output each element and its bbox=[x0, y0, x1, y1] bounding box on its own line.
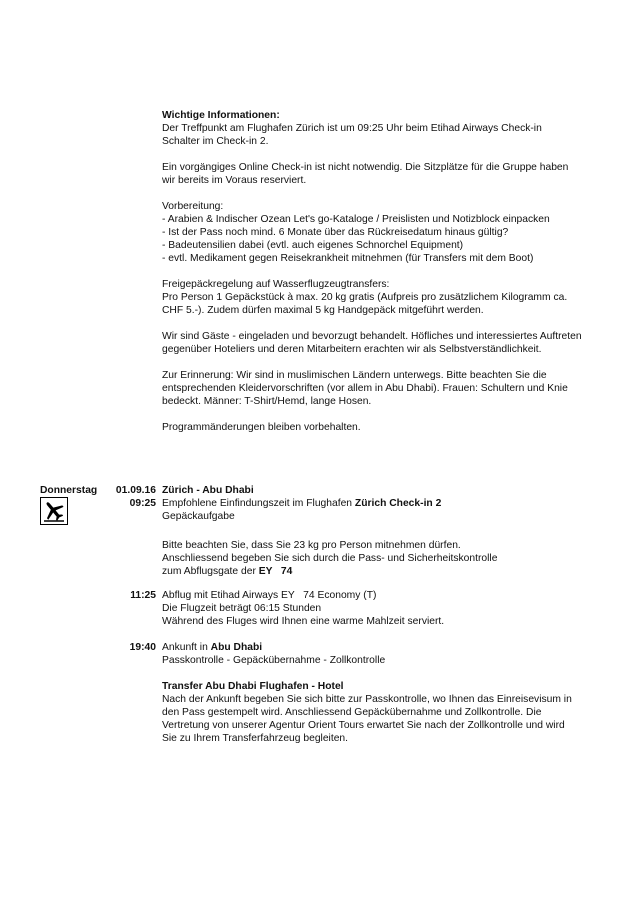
preparation-item: - evtl. Medikament gegen Reisekrankheit mitnehmen (für Transfers mit dem Boot) bbox=[162, 253, 534, 264]
changes-text: Programmänderungen bleiben vorbehalten. bbox=[162, 422, 361, 433]
event-arrival bbox=[162, 641, 582, 667]
event-text: Gepäckaufgabe bbox=[162, 511, 235, 522]
baggage-text: Pro Person 1 Gepäckstück à max. 20 kg gratis (Aufpreis pro zusätzlichem Kilogramm ca. CHF 5.-). Zudem dürfen maximal 5 kg Handgepäck mitgeführt werden. bbox=[162, 292, 568, 316]
event-text: Die Flugzeit beträgt 06:15 Stunden bbox=[162, 603, 322, 614]
checkin-location: Zürich Check-in 2 bbox=[354, 498, 442, 509]
note-text: Anschliessend begeben Sie sich durch die Pass- und Sicherheitskontrolle bbox=[162, 553, 498, 564]
event-time: 11:25 bbox=[130, 590, 156, 601]
info-section bbox=[162, 109, 582, 434]
transfer-title: Transfer Abu Dhabi Flughafen - Hotel bbox=[162, 681, 344, 692]
transfer-text: Nach der Ankunft begeben Sie sich bitte zur Passkontrolle, wo Ihnen das Einreisevisum in den Pass gestempelt wird. Anschliessend Gepäckübernahme und Zollkontrolle. Die Vertretung von unserer Agentur Orient Tours erwartet Sie nach der Zollkontrolle und wird Sie zu Ihrem Transferfahrzeug begleiten. bbox=[162, 694, 572, 744]
baggage-heading: Freigepäckregelung auf Wasserflugzeugtransfers: bbox=[162, 279, 390, 290]
day-date: 01.09.16 bbox=[115, 485, 156, 496]
preparation-item: - Ist der Pass noch mind. 6 Monate über das Rückreisedatum hinaus gültig? bbox=[162, 227, 509, 238]
note-text: Bitte beachten Sie, dass Sie 23 kg pro Person mitnehmen dürfen. bbox=[162, 540, 461, 551]
transfer-section bbox=[162, 680, 582, 745]
preparation-heading: Vorbereitung: bbox=[162, 201, 224, 212]
airplane-icon bbox=[40, 497, 68, 525]
meeting-point-text: Der Treffpunkt am Flughafen Zürich ist um 09:25 Uhr beim Etihad Airways Check-in Schalter im Check-in 2. bbox=[162, 123, 542, 147]
online-checkin-text: Ein vorgängiges Online Check-in ist nicht notwendig. Die Sitzplätze für die Gruppe haben wir bereits im Voraus reserviert. bbox=[162, 162, 569, 186]
info-heading: Wichtige Informationen: bbox=[162, 110, 280, 121]
day-weekday: Donnerstag bbox=[40, 485, 98, 496]
event-text: Ankunft in bbox=[162, 642, 211, 653]
note-text: zum Abflugsgate der bbox=[162, 566, 259, 577]
arrival-city: Abu Dhabi bbox=[210, 642, 263, 653]
event-flight bbox=[162, 589, 582, 628]
baggage-note bbox=[162, 539, 582, 578]
event-time: 19:40 bbox=[129, 642, 156, 653]
event-time: 09:25 bbox=[129, 498, 156, 509]
preparation-item: - Badeutensilien dabei (evtl. auch eigenes Schnorchel Equipment) bbox=[162, 240, 464, 251]
guests-text: Wir sind Gäste - eingeladen und bevorzugt behandelt. Höfliches und interessiertes Auftreten gegenüber Hoteliers und deren Mitarbeitern erachten wir als Selbstverständlichkeit. bbox=[162, 331, 582, 355]
event-text: Passkontrolle - Gepäckübernahme - Zollkontrolle bbox=[162, 655, 386, 666]
event-text: Abflug mit Etihad Airways EY 74 Economy (T) bbox=[162, 590, 377, 601]
day-route: Zürich - Abu Dhabi bbox=[162, 485, 254, 496]
event-text: Während des Fluges wird Ihnen eine warme Mahlzeit serviert. bbox=[162, 616, 445, 627]
preparation-item: - Arabien & Indischer Ozean Let's go-Kataloge / Preislisten und Notizblock einpacken bbox=[162, 214, 550, 225]
event-text: Empfohlene Einfindungszeit im Flughafen bbox=[162, 498, 355, 509]
flight-number: EY 74 bbox=[258, 566, 293, 577]
reminder-text: Zur Erinnerung: Wir sind in muslimischen Ländern unterwegs. Bitte beachten Sie die entsprechenden Kleidervorschriften (vor allem in Abu Dhabi). Frauen: Schultern und Knie bedeckt. Männer: T-Shirt/Hemd, lange Hosen. bbox=[162, 370, 568, 407]
preparation-list bbox=[162, 213, 582, 265]
event-checkin bbox=[162, 497, 582, 523]
